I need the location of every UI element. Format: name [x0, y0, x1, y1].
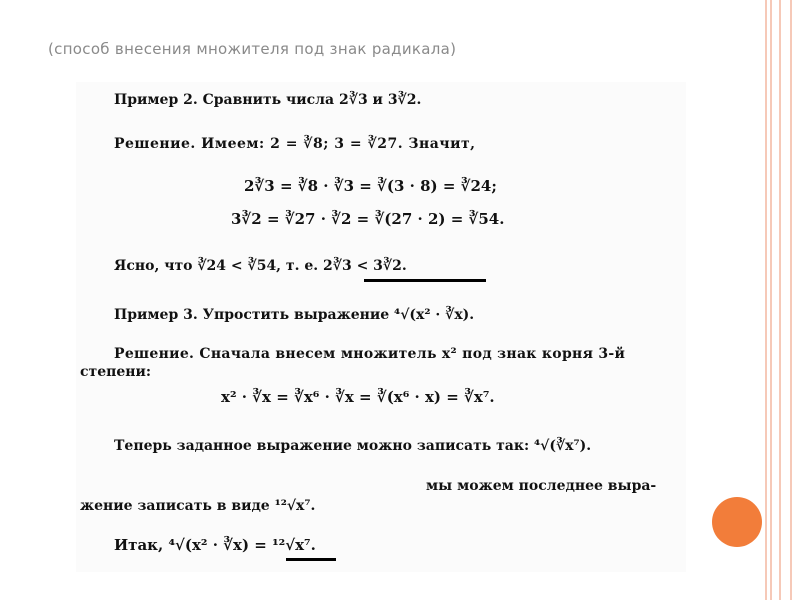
conclusion-line: Ясно, что ∛24 < ∛54, т. е. 2∛3 < 3∛2. [114, 258, 407, 274]
text-line: Теперь заданное выражение можно записать так: ⁴√(∛x⁷). [114, 438, 592, 454]
scanned-textbook-excerpt [76, 82, 686, 572]
decorative-stripe [779, 0, 781, 600]
formula-line: 2∛3 = ∛8 · ∛3 = ∛(3 · 8) = ∛24; [244, 177, 497, 195]
formula-line: x² · ∛x = ∛x⁶ · ∛x = ∛(x⁶ · x) = ∛x⁷. [221, 388, 495, 406]
example-3-heading: Пример 3. Упростить выражение ⁴√(x² · ∛x). [114, 307, 475, 323]
decorative-stripe [770, 0, 772, 600]
slide-title: (способ внесения множителя под знак радикала) [48, 40, 457, 58]
text-line: мы можем последнее выра- [426, 478, 657, 494]
decorative-orange-circle [712, 497, 762, 547]
answer-underline [286, 558, 336, 561]
decorative-stripe [765, 0, 767, 600]
formula-line: 3∛2 = ∛27 · ∛2 = ∛(27 · 2) = ∛54. [231, 210, 505, 228]
text-line: жение записать в виде ¹²√x⁷. [80, 498, 316, 514]
decorative-stripe [790, 0, 792, 600]
solution-line: Решение. Имеем: 2 = ∛8; 3 = ∛27. Значит, [114, 136, 476, 152]
solution-line: степени: [80, 364, 152, 380]
final-answer-line: Итак, ⁴√(x² · ∛x) = ¹²√x⁷. [114, 536, 316, 554]
example-2-heading: Пример 2. Сравнить числа 2∛3 и 3∛2. [114, 92, 422, 108]
answer-underline [364, 279, 486, 282]
solution-line: Решение. Сначала внесем множитель x² под знак корня 3-й [114, 346, 626, 362]
